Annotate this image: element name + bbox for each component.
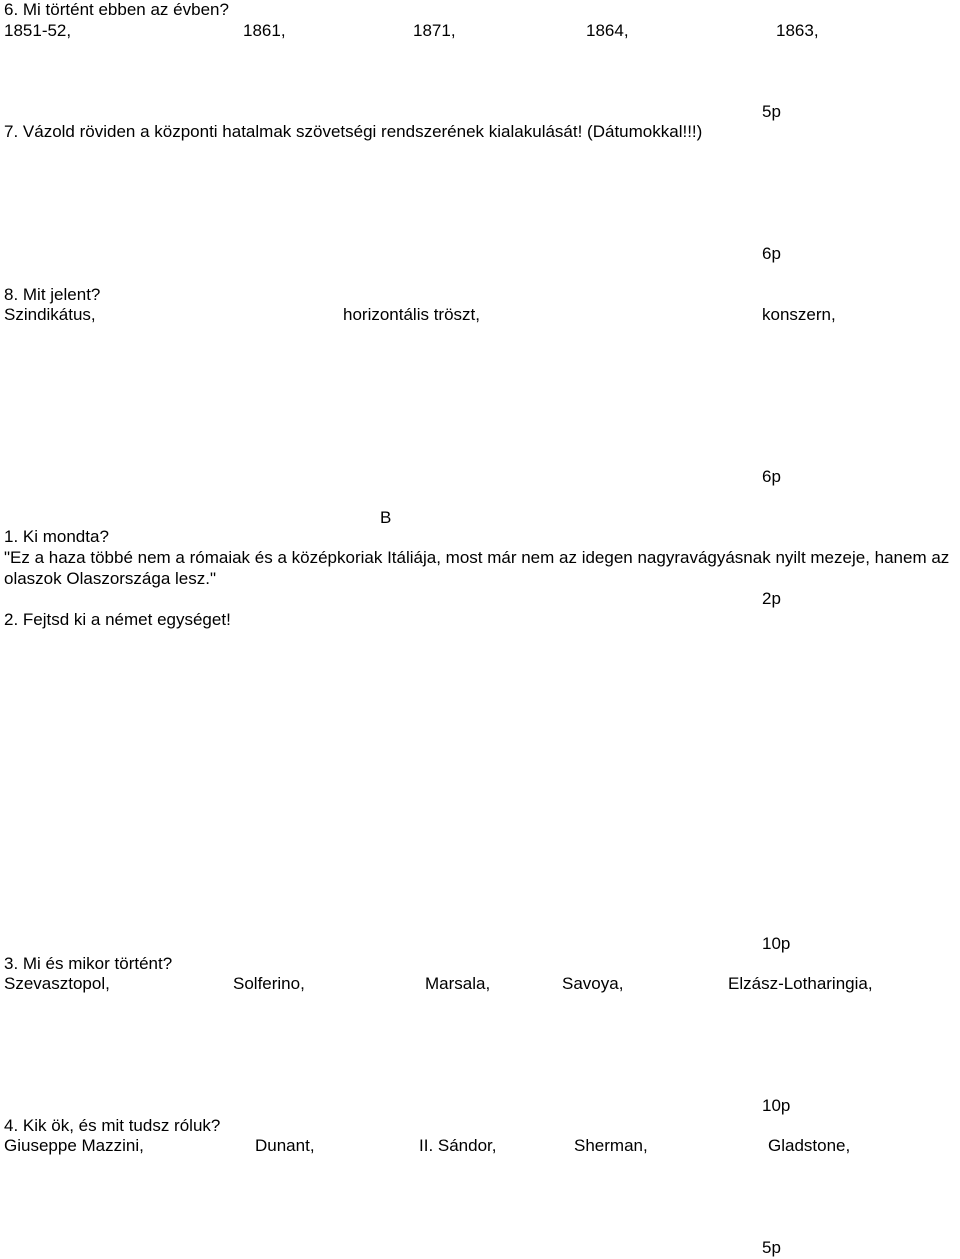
q8-question: 8. Mit jelent? — [4, 285, 101, 304]
b3-item-savoya: Savoya, — [562, 974, 624, 993]
b3-item-elzasz-lotharingia: Elzász-Lotharingia, — [728, 974, 873, 993]
b4-item-sherman: Sherman, — [574, 1136, 648, 1155]
b3-item-marsala: Marsala, — [425, 974, 491, 993]
q6-points: 5p — [762, 102, 781, 121]
q8-item-horizontalis-troszt: horizontális tröszt, — [343, 305, 480, 324]
b4-points: 5p — [762, 1238, 781, 1257]
q6-question: 6. Mi történt ebben az évben? — [4, 0, 229, 19]
q7-question: 7. Vázold röviden a központi hatalmak szövetségi rendszerének kialakulását! (Dátumokkal!!!) — [4, 122, 703, 141]
b4-item-ii-sandor: II. Sándor, — [419, 1136, 497, 1155]
q7-points: 6p — [762, 244, 781, 263]
q6-item-1863: 1863, — [776, 21, 819, 40]
b4-item-gladstone: Gladstone, — [768, 1136, 851, 1155]
q8-item-szindikatus: Szindikátus, — [4, 305, 96, 324]
b3-points: 10p — [762, 1096, 791, 1115]
q6-item-1871: 1871, — [413, 21, 456, 40]
b2-question: 2. Fejtsd ki a német egységet! — [4, 610, 231, 629]
b4-question: 4. Kik ök, és mit tudsz róluk? — [4, 1116, 221, 1135]
b3-item-solferino: Solferino, — [233, 974, 305, 993]
q8-points: 6p — [762, 467, 781, 486]
q6-item-1861: 1861, — [243, 21, 286, 40]
q6-item-1864: 1864, — [586, 21, 629, 40]
b3-question: 3. Mi és mikor történt? — [4, 954, 173, 973]
b3-item-szevasztopol: Szevasztopol, — [4, 974, 110, 993]
q6-item-1851: 1851-52, — [4, 21, 72, 40]
b1-quote: "Ez a haza többé nem a rómaiak és a középkoriak Itáliája, most már nem az idegen nagyravágyásnak nyilt mezeje, hanem az olaszok Olaszországa lesz." — [4, 548, 950, 588]
b4-item-mazzini: Giuseppe Mazzini, — [4, 1136, 144, 1155]
b4-item-dunant: Dunant, — [255, 1136, 315, 1155]
section-b-heading: B — [380, 508, 392, 527]
b1-points: 2p — [762, 589, 781, 608]
b1-question: 1. Ki mondta? — [4, 527, 109, 546]
q8-item-konszern: konszern, — [762, 305, 836, 324]
b2-points: 10p — [762, 934, 791, 953]
